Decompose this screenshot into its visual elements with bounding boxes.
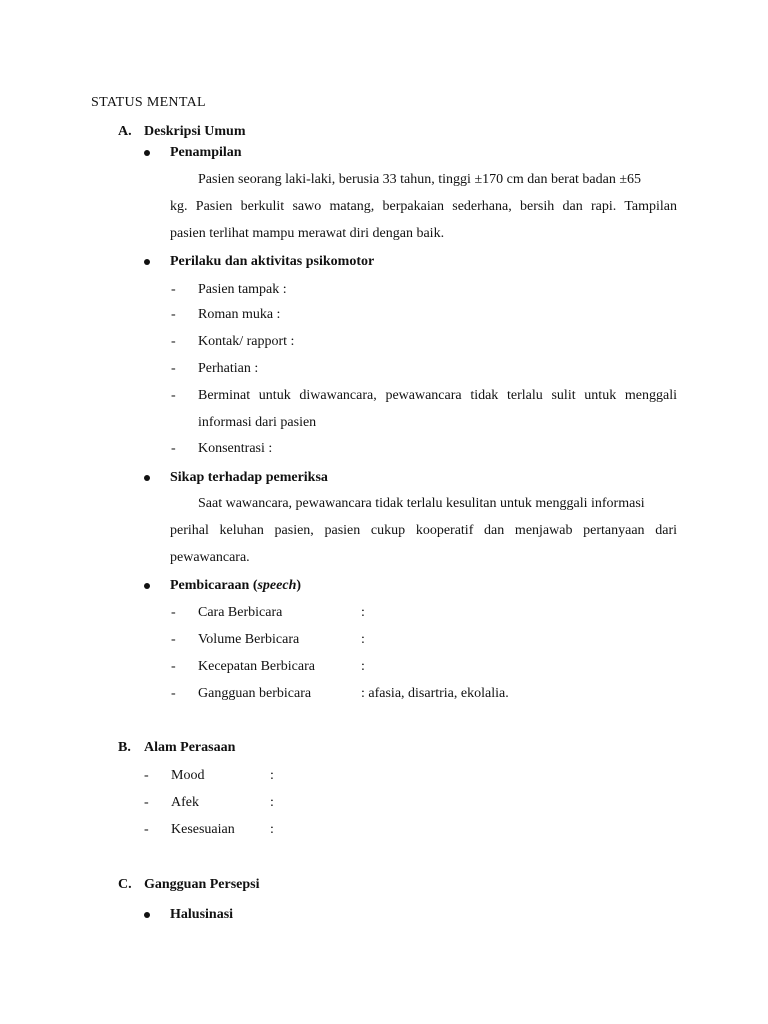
section-a-letter: A. bbox=[118, 124, 132, 139]
bullet-icon bbox=[144, 150, 150, 156]
dash-marker: - bbox=[171, 334, 176, 349]
pembicaraan-heading-em: speech bbox=[257, 578, 297, 593]
bullet-icon bbox=[144, 259, 150, 265]
dash-marker: - bbox=[171, 361, 176, 376]
penampilan-line-3: pasien terlihat mampu merawat diri dengan baik. bbox=[170, 226, 445, 241]
dash-marker: - bbox=[171, 632, 176, 647]
dash-marker: - bbox=[144, 822, 149, 837]
bullet-icon bbox=[144, 475, 150, 481]
pembicaraan-heading bbox=[170, 577, 301, 595]
pembicaraan-label: Gangguan berbicara bbox=[198, 686, 312, 701]
perilaku-item: informasi dari pasien bbox=[198, 415, 317, 430]
pembicaraan-value: : bbox=[361, 659, 365, 674]
penampilan-line-1: Pasien seorang laki-laki, berusia 33 tahun, tinggi ±170 cm dan berat badan ±65 bbox=[198, 172, 642, 187]
dash-marker: - bbox=[144, 768, 149, 783]
perilaku-item: Roman muka : bbox=[198, 307, 281, 322]
bullet-icon bbox=[144, 912, 150, 918]
sikap-heading: Sikap terhadap pemeriksa bbox=[170, 470, 328, 485]
bullet-icon bbox=[144, 583, 150, 589]
pembicaraan-value: : bbox=[361, 605, 365, 620]
pembicaraan-heading-pre: Pembicaraan ( bbox=[170, 578, 258, 593]
section-b-heading: Alam Perasaan bbox=[144, 740, 236, 755]
section-c-letter: C. bbox=[118, 877, 132, 892]
alam-perasaan-label: Kesesuaian bbox=[171, 822, 235, 837]
dash-marker: - bbox=[171, 659, 176, 674]
alam-perasaan-label: Afek bbox=[171, 795, 199, 810]
dash-marker: - bbox=[171, 282, 176, 297]
dash-marker: - bbox=[171, 441, 176, 456]
pembicaraan-heading-post: ) bbox=[296, 578, 302, 593]
perilaku-item: Konsentrasi : bbox=[198, 441, 273, 456]
dash-marker: - bbox=[171, 605, 176, 620]
section-c-heading: Gangguan Persepsi bbox=[144, 877, 260, 892]
penampilan-heading: Penampilan bbox=[170, 145, 242, 160]
section-b-letter: B. bbox=[118, 740, 131, 755]
alam-perasaan-value: : bbox=[270, 768, 274, 783]
perilaku-item: Berminat untuk diwawancara, pewawancara tidak terlalu sulit untuk menggali bbox=[198, 388, 677, 403]
alam-perasaan-label: Mood bbox=[171, 768, 205, 783]
pembicaraan-value: : bbox=[361, 632, 365, 647]
pembicaraan-value: : afasia, disartria, ekolalia. bbox=[361, 686, 509, 701]
pembicaraan-label: Volume Berbicara bbox=[198, 632, 300, 647]
document-title: STATUS MENTAL bbox=[91, 95, 206, 110]
perilaku-heading: Perilaku dan aktivitas psikomotor bbox=[170, 254, 375, 269]
pembicaraan-label: Kecepatan Berbicara bbox=[198, 659, 315, 674]
penampilan-line-2: kg. Pasien berkulit sawo matang, berpakaian sederhana, bersih dan rapi. Tampilan bbox=[170, 199, 677, 214]
pembicaraan-label: Cara Berbicara bbox=[198, 605, 283, 620]
perilaku-item: Perhatian : bbox=[198, 361, 259, 376]
alam-perasaan-value: : bbox=[270, 795, 274, 810]
perilaku-item: Kontak/ rapport : bbox=[198, 334, 295, 349]
alam-perasaan-value: : bbox=[270, 822, 274, 837]
dash-marker: - bbox=[171, 388, 176, 403]
halusinasi-heading: Halusinasi bbox=[170, 907, 234, 922]
section-a-heading: Deskripsi Umum bbox=[144, 124, 246, 139]
dash-marker: - bbox=[171, 686, 176, 701]
sikap-line-2: perihal keluhan pasien, pasien cukup kooperatif dan menjawab pertanyaan dari bbox=[170, 523, 677, 538]
perilaku-item: Pasien tampak : bbox=[198, 282, 287, 297]
dash-marker: - bbox=[144, 795, 149, 810]
sikap-line-1: Saat wawancara, pewawancara tidak terlalu kesulitan untuk menggali informasi bbox=[198, 496, 645, 511]
sikap-line-3: pewawancara. bbox=[170, 550, 250, 565]
dash-marker: - bbox=[171, 307, 176, 322]
